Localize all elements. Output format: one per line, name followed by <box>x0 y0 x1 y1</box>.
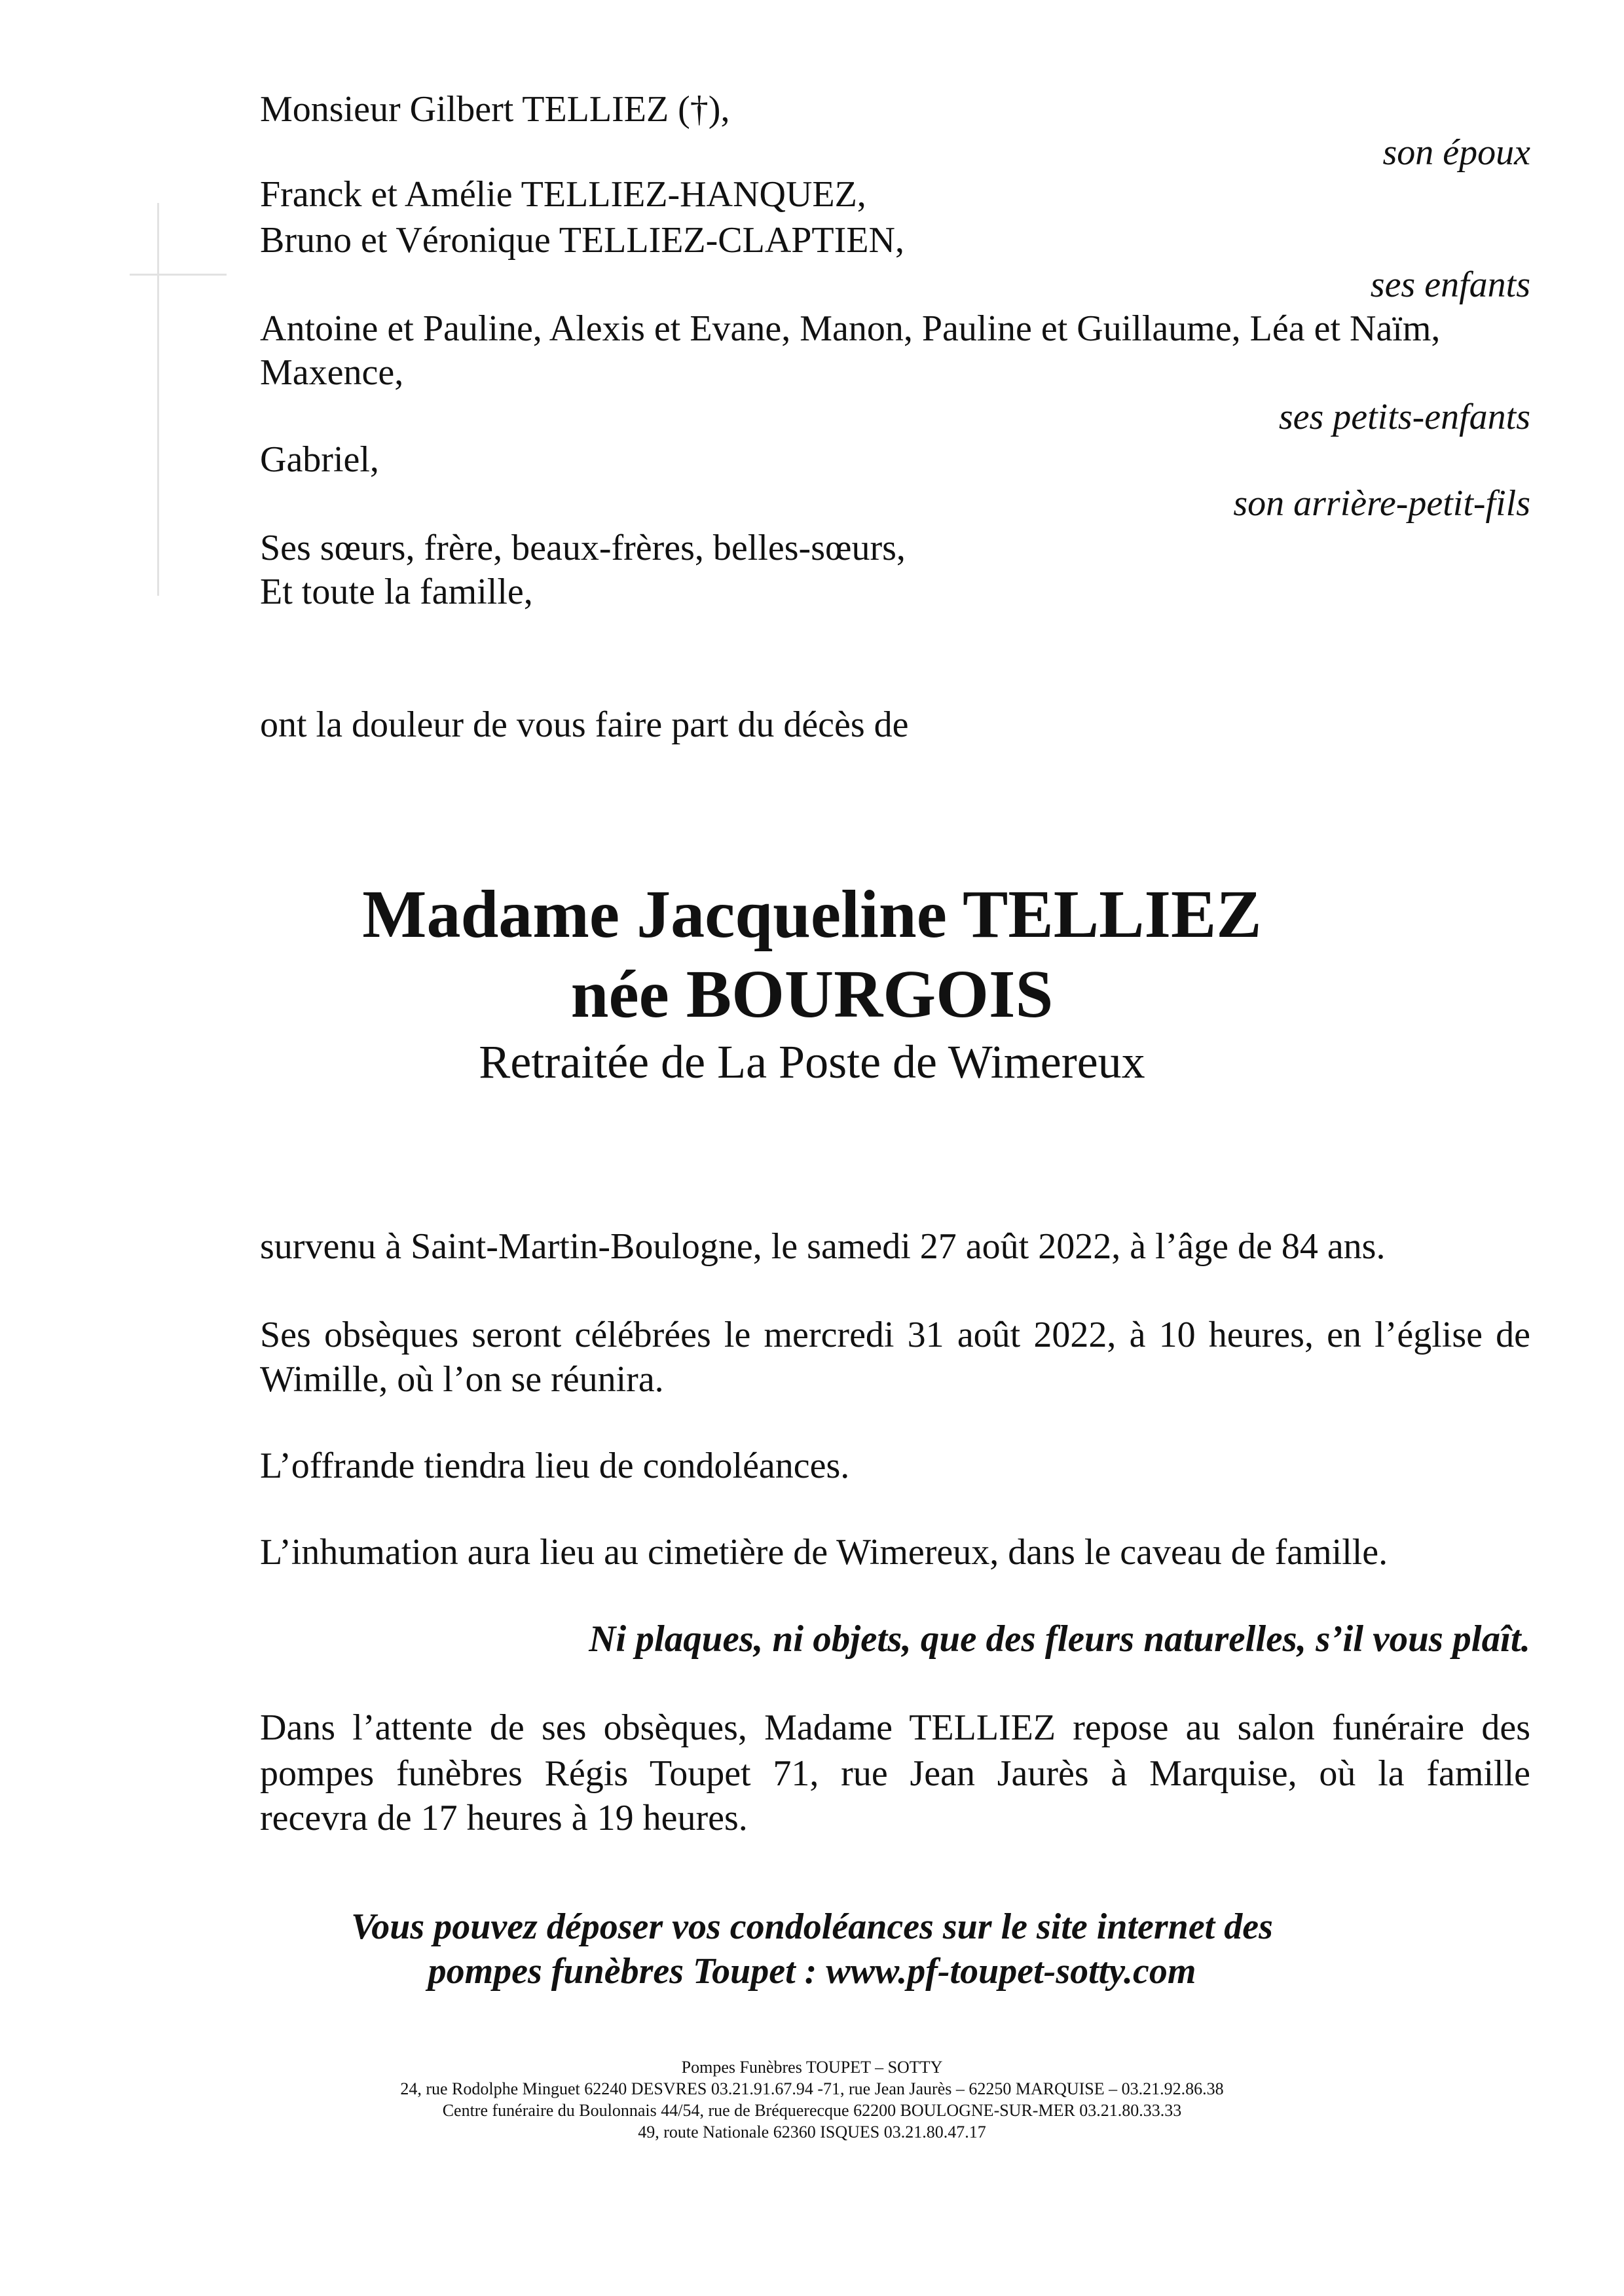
family-line-2: Et toute la famille, <box>260 572 533 612</box>
grandchildren-role: ses petits-enfants <box>1278 397 1530 437</box>
viewing-line-3: recevra de 17 heures à 19 heures. <box>260 1798 748 1838</box>
great-grandchild-role: son arrière-petit-fils <box>1233 483 1530 524</box>
grandchildren-line-1: Antoine et Pauline, Alexis et Evane, Manon, Pauline et Guillaume, Léa et Naïm, <box>260 308 1441 349</box>
deceased-maiden-name: née BOURGOIS <box>570 957 1054 1032</box>
death-details: survenu à Saint-Martin-Boulogne, le samedi 27 août 2022, à l’âge de 84 ans. <box>260 1226 1386 1267</box>
burial-details: L’inhumation aura lieu au cimetière de Wimereux, dans le caveau de famille. <box>260 1532 1388 1573</box>
footer-address-1: 24, rue Rodolphe Minguet 62240 DESVRES 03.21.91.67.94 -71, rue Jean Jaurès – 62250 MARQUISE – 03.21.92.86.38 <box>400 2079 1224 2098</box>
viewing-line-2: pompes funèbres Régis Toupet 71, rue Jean Jaurès à Marquise, où la famille <box>260 1753 1530 1794</box>
grandchildren-line-2: Maxence, <box>260 352 404 393</box>
announcement-intro: ont la douleur de vous faire part du décès de <box>260 704 909 745</box>
funeral-line-1: Ses obsèques seront célébrées le mercredi 31 août 2022, à 10 heures, en l’église de <box>260 1315 1530 1355</box>
child-line-2: Bruno et Véronique TELLIEZ-CLAPTIEN, <box>260 220 904 261</box>
family-line-1: Ses sœurs, frère, beaux-frères, belles-sœurs, <box>260 528 906 568</box>
deceased-occupation: Retraitée de La Poste de Wimereux <box>479 1036 1145 1088</box>
child-line-1: Franck et Amélie TELLIEZ-HANQUEZ, <box>260 174 866 215</box>
offering-note: L’offrande tiendra lieu de condoléances. <box>260 1446 850 1486</box>
husband-name: Monsieur Gilbert TELLIEZ (†), <box>260 89 730 130</box>
flowers-note: Ni plaques, ni objets, que des fleurs naturelles, s’il vous plaît. <box>589 1618 1530 1660</box>
viewing-line-1: Dans l’attente de ses obsèques, Madame TELLIEZ repose au salon funéraire des <box>260 1707 1530 1748</box>
children-role: ses enfants <box>1370 264 1530 305</box>
footer-address-2: Centre funéraire du Boulonnais 44/54, rue de Bréquerecque 62200 BOULOGNE-SUR-MER 03.21.80.33.33 <box>442 2101 1182 2120</box>
husband-role: son époux <box>1382 132 1530 173</box>
footer-company: Pompes Funèbres TOUPET – SOTTY <box>681 2058 943 2077</box>
funeral-line-2: Wimille, où l’on se réunira. <box>260 1359 664 1400</box>
condolences-line-2: pompes funèbres Toupet : www.pf-toupet-sotty.com <box>428 1951 1196 1992</box>
deceased-name: Madame Jacqueline TELLIEZ <box>362 877 1262 952</box>
great-grandchild-name: Gabriel, <box>260 439 379 480</box>
footer-address-3: 49, route Nationale 62360 ISQUES 03.21.80.47.17 <box>638 2123 986 2141</box>
condolences-line-1: Vous pouvez déposer vos condoléances sur le site internet des <box>351 1906 1273 1947</box>
